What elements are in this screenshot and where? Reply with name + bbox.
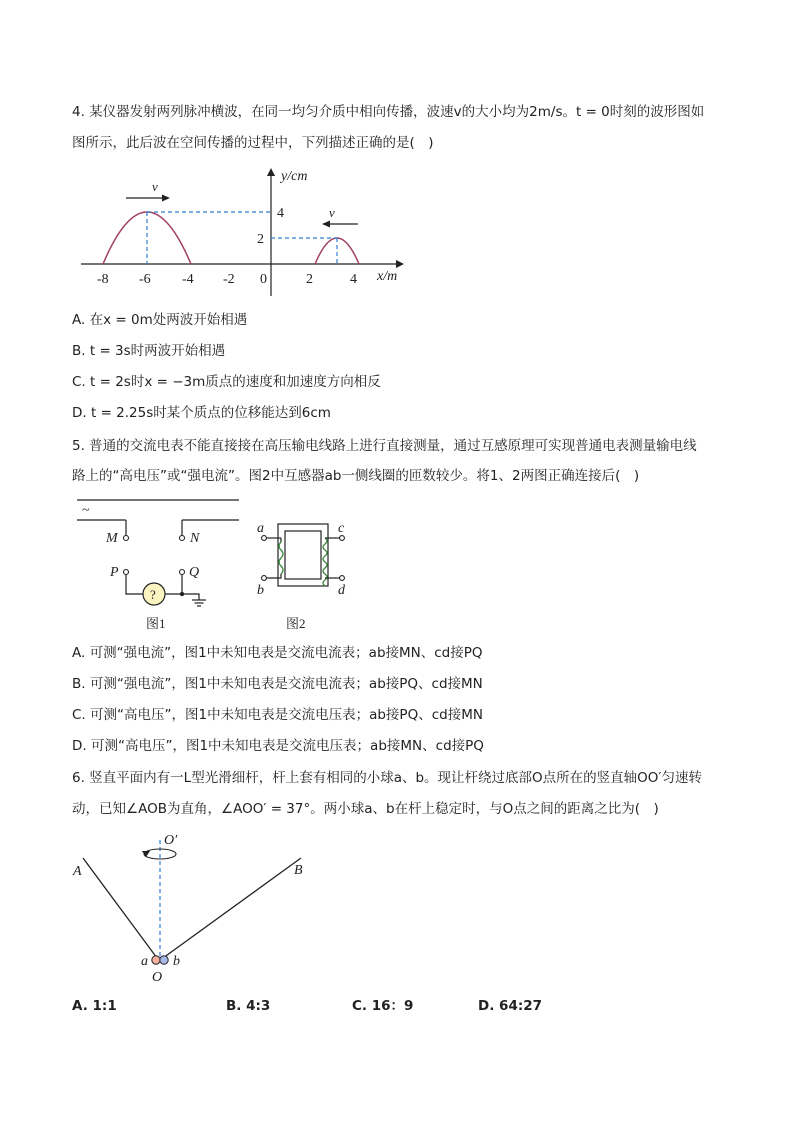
q4-option-a[interactable]: A. 在x = 0m处两波开始相遇 xyxy=(72,312,248,328)
q5-terminal-m xyxy=(124,536,129,541)
q4-option-c[interactable]: C. t = 2s时x = −3m质点的速度和加速度方向相反 xyxy=(72,374,381,390)
q4-x-axis-arrow xyxy=(396,260,404,268)
q4-x-tick: 4 xyxy=(350,272,357,287)
q6-label-ball-b: b xyxy=(173,954,180,969)
q4-y-tick-2: 2 xyxy=(257,232,264,247)
q4-option-b[interactable]: B. t = 3s时两波开始相遇 xyxy=(72,343,226,359)
q6-label-a-end: A xyxy=(73,864,82,879)
q5-figure-2-caption: 图2 xyxy=(286,616,306,631)
q5-label-n: N xyxy=(190,531,200,546)
q5-terminal-a xyxy=(262,536,267,541)
q6-option-a[interactable]: A. 1:1 xyxy=(72,998,117,1014)
q4-x-tick: 0 xyxy=(260,272,267,287)
q6-rod-ob xyxy=(163,858,301,958)
q4-x-tick: -8 xyxy=(97,272,109,287)
q6-option-c[interactable]: C. 16：9 xyxy=(352,998,414,1014)
q5-terminal-d xyxy=(340,576,345,581)
q5-terminal-b xyxy=(262,576,267,581)
q4-x-tick: -4 xyxy=(182,272,194,287)
q4-stem-line-1: 4. 某仪器发射两列脉冲横波，在同一均匀介质中相向传播，波速v的大小均为2m/s。t = 0时刻的波形图如 xyxy=(72,104,705,120)
q5-label-a: a xyxy=(257,521,264,536)
q4-left-velocity-label: v xyxy=(152,179,158,194)
q4-y-axis-label: y/cm xyxy=(281,169,308,184)
q6-ball-b xyxy=(160,956,168,964)
q5-figure-1 xyxy=(74,492,249,632)
q6-label-ball-a: a xyxy=(141,954,148,969)
q6-rod-figure xyxy=(68,826,328,986)
q6-label-o-prime: O′ xyxy=(164,833,178,848)
q5-terminal-n xyxy=(180,536,185,541)
q5-label-q: Q xyxy=(189,565,200,580)
q4-x-tick: -6 xyxy=(139,272,151,287)
q5-terminal-p xyxy=(124,570,129,575)
q4-wave-figure xyxy=(78,166,408,301)
q4-x-axis-label: x/m xyxy=(377,269,398,284)
q4-stem-line-2: 图所示，此后波在空间传播的过程中，下列描述正确的是( ) xyxy=(72,135,434,151)
q4-y-tick-4: 4 xyxy=(277,206,284,221)
q5-coil-ab xyxy=(279,542,283,574)
q5-option-d[interactable]: D. 可测“高电压”，图1中未知电表是交流电压表；ab接MN、cd接PQ xyxy=(72,738,484,754)
q4-option-d[interactable]: D. t = 2.25s时某个质点的位移能达到6cm xyxy=(72,405,331,421)
q5-meter-symbol: ? xyxy=(150,587,156,602)
q5-label-p: P xyxy=(110,565,119,580)
q5-ac-symbol: ~ xyxy=(82,503,90,518)
q5-terminal-c xyxy=(340,536,345,541)
q6-option-d[interactable]: D. 64:27 xyxy=(478,998,543,1014)
q6-label-b-end: B xyxy=(294,863,303,878)
q5-stem-line-2: 路上的“高电压”或“强电流”。图2中互感器ab一侧线圈的匝数较少。将1、2两图正确连接后( ) xyxy=(72,468,640,484)
q5-option-b[interactable]: B. 可测“强电流”，图1中未知电表是交流电流表；ab接PQ、cd接MN xyxy=(72,676,483,692)
q5-junction-dot xyxy=(180,592,184,596)
q5-option-c[interactable]: C. 可测“高电压”，图1中未知电表是交流电压表；ab接PQ、cd接MN xyxy=(72,707,483,723)
q5-label-b: b xyxy=(257,583,264,598)
q6-label-o: O xyxy=(152,970,163,985)
q5-option-a[interactable]: A. 可测“强电流”，图1中未知电表是交流电流表；ab接MN、cd接PQ xyxy=(72,645,483,661)
q4-right-velocity-label: v xyxy=(329,205,335,220)
q4-x-tick: 2 xyxy=(306,272,313,287)
q5-label-c: c xyxy=(338,521,345,536)
q6-option-b[interactable]: B. 4:3 xyxy=(226,998,271,1014)
q5-figure-2 xyxy=(252,492,362,632)
q5-label-m: M xyxy=(106,531,118,546)
q4-y-axis-arrow xyxy=(267,168,275,176)
q5-label-d: d xyxy=(338,583,345,598)
q4-x-tick: -2 xyxy=(223,272,235,287)
q6-stem-line-1: 6. 竖直平面内有一L型光滑细杆，杆上套有相同的小球a、b。现让杆绕过底部O点所在的竖直轴OO′匀速转 xyxy=(72,770,702,786)
q5-stem-line-1: 5. 普通的交流电表不能直接接在高压输电线路上进行直接测量，通过互感原理可实现普通电表测量输电线 xyxy=(72,438,697,454)
q5-terminal-q xyxy=(180,570,185,575)
q6-ball-a xyxy=(152,956,160,964)
q6-stem-line-2: 动，已知∠AOB为直角，∠AOO′ = 37°。两小球a、b在杆上稳定时，与O点之间的距离之比为( ) xyxy=(72,801,659,817)
q5-figure-1-caption: 图1 xyxy=(146,616,166,631)
q6-rod-oa xyxy=(83,858,157,958)
